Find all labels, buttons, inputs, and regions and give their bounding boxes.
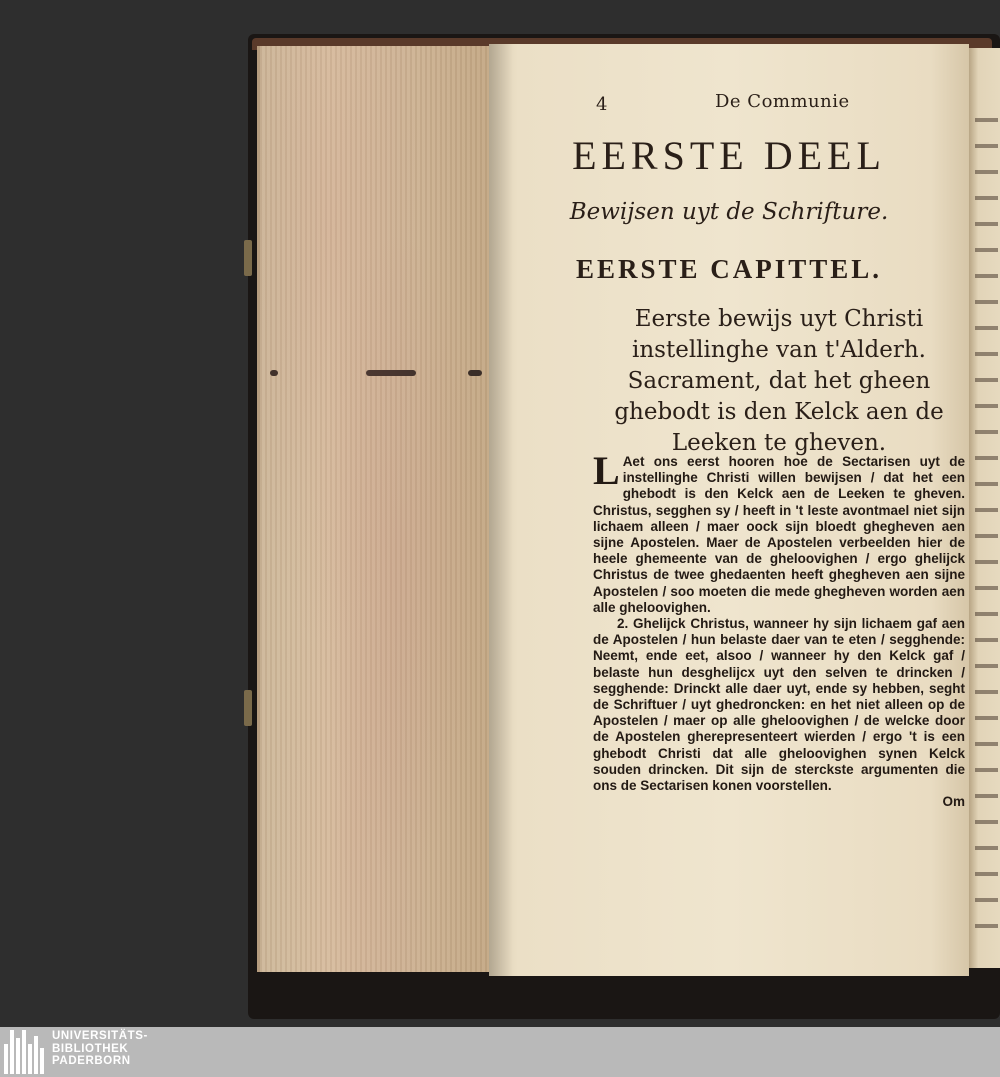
ink-mark — [366, 370, 416, 376]
paragraph-1-text: Aet ons eerst hooren hoe de Sectarisen uyt de instellinghe Christi willen bewijsen / dat het een ghebodt is den Kelck aen de Leeken te gheven. Christus, segghen sy / heeft in 't leste avontmael niet sijn lichaem alleen / maer oock sijn bloedt ghegheven aen sijne Apostelen. Maer de Apostelen verbeelden hier de heele ghemeente van de gheloovighen / ergo ghelijck Christus de twee ghedaenten heeft ghegheven aen sijne Apostelen / soo moeten die mede ghegheven worden aen alle gheloovighen. — [593, 454, 965, 615]
part-subtitle: Bewijsen uyt de Schrifture. — [569, 199, 889, 225]
catchword: Om — [942, 794, 965, 810]
page-block-edge — [257, 46, 492, 972]
paragraph-2: 2. Ghelijck Christus, wanneer hy sijn lichaem gaf aen de Apostelen / hun belaste daer van te eten / segghende: Neemt, ende eet, alsoo / wanneer hy den Kelck gaf / belaste hun desghelijcx uyt den selven te drincken / segghende: Drinckt alle daer uyt, ende sy hebben, seght de Schriftuer / uyt ghedroncken: en het niet alleen op de Apostelen / maer op alle gheloovighen / de welcke door de Apostelen gherepresenteert wierden / ergo 't is een ghebodt Christi dat alle gheloovighen synen Kelck souden drincken. Dit sijn de sterckste argumenten die ons de Sectarisen konen voorstellen. — [593, 616, 965, 794]
chapter-title: EERSTE CAPITTEL. — [575, 254, 883, 284]
next-page-edge — [969, 48, 1000, 968]
part-title: EERSTE DEEL — [572, 133, 886, 178]
running-head: De Communie — [715, 91, 850, 112]
paragraph-1 — [593, 448, 965, 616]
library-name-line: BIBLIOTHEK — [52, 1042, 129, 1055]
library-name-line: UNIVERSITÄTS- — [52, 1030, 148, 1042]
library-name — [52, 1030, 148, 1068]
gutter-shadow — [489, 44, 513, 976]
clasp-icon — [244, 240, 252, 276]
clasp-icon — [244, 690, 252, 726]
book-page — [489, 44, 969, 976]
footer-bar — [0, 1027, 1000, 1077]
ink-mark — [270, 370, 278, 376]
library-name-line: PADERBORN — [52, 1055, 131, 1067]
page-number: 4 — [596, 94, 608, 115]
library-logo-icon — [4, 1030, 44, 1074]
chapter-heading: Eerste bewijs uyt Christi instellinghe van t'Alderh. Sacrament, dat het gheen ghebodt is den Kelck aen de Leeken te gheven. — [614, 306, 944, 456]
body-text — [593, 448, 965, 810]
ink-mark — [468, 370, 482, 376]
drop-cap: L — [593, 448, 620, 493]
